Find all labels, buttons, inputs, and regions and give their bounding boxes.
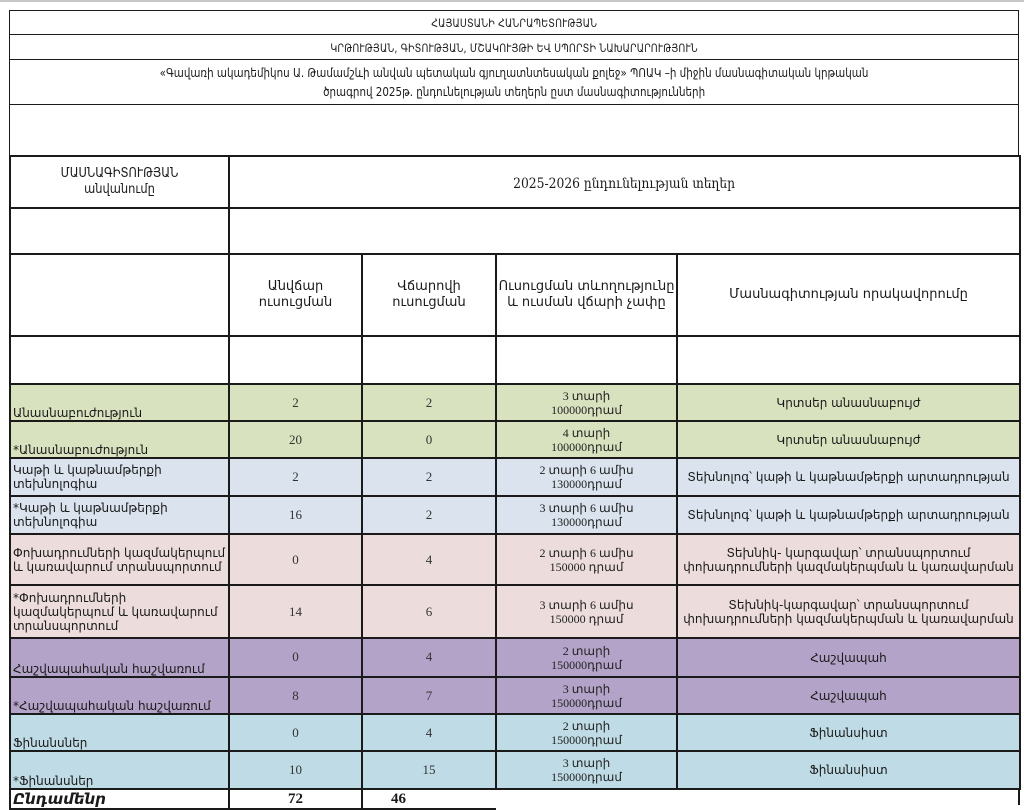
fee: 100000դրամ <box>551 439 622 454</box>
paid-places: 4 <box>362 638 496 677</box>
fee: 150000 դրամ <box>549 559 624 574</box>
duration-fee <box>496 384 677 421</box>
table-row <box>10 677 1020 714</box>
total-paid: 46 <box>362 789 496 809</box>
duration: 2 տարի <box>562 718 611 733</box>
qualification: Տեխնոլոգ՝ կաթի և կաթնամթերքի արտադրության <box>677 496 1020 534</box>
paid-places: 2 <box>362 384 496 421</box>
top-divider <box>0 0 1024 2</box>
fee: 150000դրամ <box>551 732 622 747</box>
fee: 150000դրամ <box>551 770 622 784</box>
duration-fee <box>496 421 677 458</box>
paid-places: 2 <box>362 496 496 534</box>
header-ministry <box>9 34 1019 61</box>
total-free: 72 <box>229 789 362 809</box>
duration-fee <box>496 714 677 751</box>
table-row <box>10 751 1020 789</box>
header-subtitle <box>9 59 1019 106</box>
admission-table <box>9 155 1021 810</box>
paid-places: 0 <box>362 421 496 458</box>
specialty-header: ՄԱՍՆԱԳԻՏՈՒԹՅԱՆ անվանումը <box>10 156 229 208</box>
total-row <box>10 789 1020 809</box>
duration-fee <box>496 496 677 534</box>
free-places: 2 <box>229 458 362 496</box>
subtitle-line-2: ծրագրով 2025թ. ընդունելության տեղերն ըստ մասնագիտությունների <box>322 84 706 99</box>
specialty-name: Փոխադրումների կազմակերպում և կառավարում տրանսպորտում <box>10 534 229 585</box>
duration: 2 տարի 6 ամիս <box>539 545 634 560</box>
paid-places: 7 <box>362 677 496 714</box>
empty-cell <box>677 336 1020 384</box>
duration: 3 տարի <box>562 388 611 403</box>
empty-cell <box>362 336 496 384</box>
duration: 2 տարի 6 ամիս <box>539 463 634 477</box>
free-places: 16 <box>229 496 362 534</box>
paid-places: 4 <box>362 534 496 585</box>
total-label: Ընդամենր <box>10 789 229 809</box>
ministry-title: ԿՐԹՈՒԹՅԱՆ, ԳԻՏՈՒԹՅԱՆ, ՄՇԱԿՈՒՅԹԻ ԵՎ ՍՊՈՐՏԻ ՆԱԽԱՐԱՐՈՒԹՅՈՒՆ <box>330 40 698 55</box>
right-border <box>1018 788 1020 805</box>
duration: 3 տարի 6 ամիս <box>539 597 634 612</box>
qualification: Ֆինանսիստ <box>677 714 1020 751</box>
free-places: 20 <box>229 421 362 458</box>
header-republic <box>9 10 1019 36</box>
qualification: Հաշվապահ <box>677 638 1020 677</box>
duration-fee <box>496 534 677 585</box>
specialty-name: Անասնաբուժություն <box>10 384 229 421</box>
duration-fee <box>496 458 677 496</box>
empty-cell <box>229 208 1020 254</box>
specialty-name: *Հաշվապահական հաշվառում <box>10 677 229 714</box>
duration-fee <box>496 751 677 789</box>
paid-places: 15 <box>362 751 496 789</box>
duration-fee <box>496 677 677 714</box>
fee: 130000դրամ <box>551 515 622 529</box>
specialty-name: *Կաթի և կաթնամթերքի տեխնոլոգիա <box>10 496 229 534</box>
fee: 130000դրամ <box>551 477 622 491</box>
empty-cell <box>10 336 229 384</box>
qualification: Կրտսեր անասնաբույժ <box>677 384 1020 421</box>
qualification: Կրտսեր անասնաբույժ <box>677 421 1020 458</box>
table-row <box>10 496 1020 534</box>
places-header: 2025-2026 ընդունելության տեղեր <box>229 156 1020 208</box>
table-row <box>10 421 1020 458</box>
empty-cell <box>677 789 1020 809</box>
table-row <box>10 534 1020 585</box>
qualification: Տեխնիկ-կարգավար՝ տրանսպորտում փոխադրումների կազմակերպման և կառավարման <box>677 585 1020 638</box>
table-row <box>10 638 1020 677</box>
free-places: 10 <box>229 751 362 789</box>
specialty-name: *Ֆինանսներ <box>10 751 229 789</box>
empty-cell <box>496 336 677 384</box>
empty-cell <box>10 208 229 254</box>
free-places: 0 <box>229 638 362 677</box>
fee: 150000դրամ <box>551 657 622 672</box>
col-qualification-header: Մասնագիտության որակավորումը <box>677 254 1020 336</box>
specialty-name: Ֆինանսներ <box>10 714 229 751</box>
table-row <box>10 458 1020 496</box>
duration: 3 տարի 6 ամիս <box>539 501 634 515</box>
specialty-name: *Անասնաբուժություն <box>10 421 229 458</box>
header-spacer-row <box>10 208 1020 254</box>
duration: 3 տարի <box>562 681 611 696</box>
specialty-name: Հաշվապահական հաշվառում <box>10 638 229 677</box>
specialty-name: *Փոխադրումների կազմակերպում և կառավարում տրանսպորտում <box>10 585 229 638</box>
duration: 4 տարի <box>562 425 611 440</box>
duration-fee <box>496 585 677 638</box>
qualification: Ֆինանսիստ <box>677 751 1020 789</box>
col-free-header: Անվճար ուսուցման <box>229 254 362 336</box>
paid-places: 6 <box>362 585 496 638</box>
qualification: Հաշվապահ <box>677 677 1020 714</box>
header-row-1 <box>10 156 1020 208</box>
blank-header-row <box>9 104 1019 157</box>
empty-cell <box>496 789 677 809</box>
blank-row <box>10 336 1020 384</box>
paid-places: 2 <box>362 458 496 496</box>
paid-places: 4 <box>362 714 496 751</box>
duration: 2 տարի <box>562 643 611 658</box>
qualification: Տեխնիկ- կարգավար՝ տրանսպորտում փոխադրումների կազմակերպման և կառավարման <box>677 534 1020 585</box>
free-places: 0 <box>229 534 362 585</box>
col-duration-header: Ուսուցման տևողությունը և ուսման վճարի չափը <box>496 254 677 336</box>
free-places: 14 <box>229 585 362 638</box>
column-header-row <box>10 254 1020 336</box>
republic-title: ՀԱՅԱՍՏԱՆԻ ՀԱՆՐԱՊԵՏՈՒԹՅԱՆ <box>431 16 597 30</box>
duration-fee <box>496 638 677 677</box>
free-places: 2 <box>229 384 362 421</box>
table-row <box>10 714 1020 751</box>
fee: 150000դրամ <box>551 695 622 710</box>
table-row <box>10 585 1020 638</box>
table-row <box>10 384 1020 421</box>
empty-cell <box>10 254 229 336</box>
empty-cell <box>229 336 362 384</box>
fee: 100000դրամ <box>551 402 622 417</box>
free-places: 8 <box>229 677 362 714</box>
duration: 3 տարի <box>562 756 611 770</box>
subtitle-line-1: «Գավառի ակադեմիկոս Ա. Թամամշևի անվան պետական գյուղատնտեսական քոլեջ» ՊՈԱԿ –ի միջին մասնագիտական կրթական <box>159 65 869 80</box>
specialty-name: Կաթի և կաթնամթերքի տեխնոլոգիա <box>10 458 229 496</box>
free-places: 0 <box>229 714 362 751</box>
col-paid-header: Վճարովի ուսուցման <box>362 254 496 336</box>
qualification: Տեխնոլոգ՝ կաթի և կաթնամթերքի արտադրության <box>677 458 1020 496</box>
fee: 150000 դրամ <box>549 611 624 626</box>
